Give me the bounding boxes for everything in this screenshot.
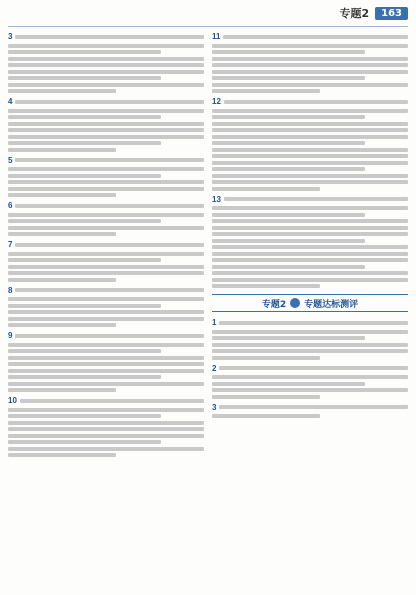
question-number: 5: [8, 155, 13, 165]
unreadable-text-line: [212, 187, 320, 191]
answer-item: [212, 318, 408, 360]
unreadable-text-line: [212, 83, 408, 87]
unreadable-text-line: [8, 453, 116, 457]
left-column: [8, 32, 204, 589]
unreadable-text-line: [8, 135, 204, 139]
banner-left-label: 专题2: [261, 299, 287, 310]
answer-item-head: [8, 396, 204, 405]
unreadable-text-line: [212, 50, 365, 54]
unreadable-text-line: [8, 174, 161, 178]
unreadable-text-line: [8, 362, 204, 366]
unreadable-text-line: [15, 100, 204, 104]
left-question-list: [8, 32, 204, 457]
unreadable-text-line: [212, 388, 408, 392]
unreadable-text-line: [212, 109, 408, 113]
unreadable-text-line: [8, 76, 161, 80]
unreadable-text-line: [223, 35, 408, 39]
section-banner: [212, 294, 408, 312]
unreadable-text-line: [212, 115, 365, 119]
unreadable-text-line: [8, 382, 204, 386]
unreadable-text-line: [212, 122, 408, 126]
unreadable-text-line: [212, 44, 408, 48]
unreadable-text-line: [8, 304, 161, 308]
unreadable-text-line: [8, 193, 116, 197]
unreadable-text-line: [212, 258, 408, 262]
unreadable-text-line: [212, 141, 365, 145]
answer-item: [212, 403, 408, 419]
unreadable-text-line: [212, 284, 320, 288]
answer-item-head: [212, 364, 408, 373]
question-number: 8: [8, 285, 13, 295]
unreadable-text-line: [8, 70, 204, 74]
unreadable-text-line: [212, 128, 408, 132]
question-number: 1: [212, 318, 217, 327]
unreadable-text-line: [8, 408, 204, 412]
unreadable-text-line: [8, 252, 204, 256]
answer-item-head: [8, 286, 204, 295]
unreadable-text-line: [8, 427, 204, 431]
unreadable-text-line: [212, 265, 365, 269]
answer-item-head: [8, 32, 204, 41]
unreadable-text-line: [212, 232, 408, 236]
unreadable-text-line: [212, 336, 365, 340]
page-header: [0, 0, 416, 26]
answer-item-head: [8, 331, 204, 340]
unreadable-text-line: [8, 148, 116, 152]
answer-item: [212, 364, 408, 399]
unreadable-text-line: [8, 63, 204, 67]
unreadable-text-line: [212, 395, 320, 399]
page-number: 163: [375, 7, 408, 20]
answer-item: [8, 97, 204, 152]
unreadable-text-line: [8, 83, 204, 87]
question-number: 6: [8, 201, 13, 210]
unreadable-text-line: [224, 197, 408, 201]
question-number: 9: [8, 331, 13, 340]
unreadable-text-line: [8, 187, 204, 191]
section-label: 专题2: [339, 7, 370, 20]
answer-item-head: [212, 403, 408, 412]
unreadable-text-line: [8, 258, 161, 262]
unreadable-text-line: [8, 226, 204, 230]
unreadable-text-line: [15, 204, 204, 208]
unreadable-text-line: [8, 343, 204, 347]
question-number: 7: [8, 240, 13, 249]
answer-item: [212, 97, 408, 191]
unreadable-text-line: [8, 219, 161, 223]
unreadable-text-line: [8, 265, 204, 269]
unreadable-text-line: [212, 219, 408, 223]
unreadable-text-line: [8, 317, 204, 321]
unreadable-text-line: [212, 154, 408, 158]
round-emblem-icon: [290, 298, 300, 308]
question-number: 12: [212, 97, 221, 106]
unreadable-text-line: [212, 63, 408, 67]
unreadable-text-line: [8, 180, 204, 184]
unreadable-text-line: [212, 382, 365, 386]
unreadable-text-line: [20, 399, 204, 403]
header-rule: [8, 26, 408, 27]
answer-item-head: [8, 156, 204, 165]
unreadable-text-line: [8, 271, 204, 275]
unreadable-text-line: [8, 89, 116, 93]
unreadable-text-line: [8, 278, 116, 282]
answer-item: [212, 32, 408, 93]
unreadable-text-line: [8, 44, 204, 48]
question-number: 13: [212, 194, 221, 204]
unreadable-text-line: [8, 375, 161, 379]
right-question-list: [212, 32, 408, 288]
unreadable-text-line: [8, 356, 204, 360]
unreadable-text-line: [219, 366, 408, 370]
unreadable-text-line: [212, 213, 365, 217]
unreadable-text-line: [8, 323, 116, 327]
unreadable-text-line: [212, 180, 408, 184]
unreadable-text-line: [8, 109, 204, 113]
answer-item-head: [212, 195, 408, 204]
unreadable-text-line: [8, 213, 204, 217]
unreadable-text-line: [8, 57, 204, 61]
unreadable-text-line: [212, 148, 408, 152]
unreadable-text-line: [15, 35, 204, 39]
unreadable-text-line: [8, 388, 116, 392]
unreadable-text-line: [8, 297, 204, 301]
answer-item: [8, 396, 204, 457]
unreadable-text-line: [212, 278, 408, 282]
unreadable-text-line: [212, 135, 408, 139]
unreadable-text-line: [212, 349, 408, 353]
unreadable-text-line: [212, 57, 408, 61]
unreadable-text-line: [212, 206, 408, 210]
unreadable-text-line: [8, 50, 161, 54]
unreadable-text-line: [212, 239, 365, 243]
answer-item: [8, 286, 204, 328]
unreadable-text-line: [212, 161, 408, 165]
unreadable-text-line: [8, 447, 204, 451]
unreadable-text-line: [219, 321, 408, 325]
unreadable-text-line: [212, 330, 408, 334]
unreadable-text-line: [15, 243, 204, 247]
unreadable-text-line: [212, 375, 408, 379]
answer-item-head: [8, 201, 204, 210]
unreadable-text-line: [8, 369, 204, 373]
answer-item-head: [212, 318, 408, 327]
answer-item-head: [8, 97, 204, 106]
answer-item-head: [212, 97, 408, 106]
unreadable-text-line: [212, 245, 408, 249]
answer-item: [8, 156, 204, 198]
unreadable-text-line: [8, 434, 204, 438]
unreadable-text-line: [212, 226, 408, 230]
unreadable-text-line: [219, 405, 408, 409]
question-number: 2: [212, 363, 217, 373]
unreadable-text-line: [8, 440, 161, 444]
question-number: 10: [8, 396, 17, 405]
unreadable-text-line: [212, 343, 408, 347]
unreadable-text-line: [8, 232, 116, 236]
answer-item: [212, 195, 408, 289]
unreadable-text-line: [212, 174, 408, 178]
post-banner-question-list: [212, 318, 408, 418]
unreadable-text-line: [224, 100, 408, 104]
unreadable-text-line: [8, 414, 161, 418]
unreadable-text-line: [8, 122, 204, 126]
unreadable-text-line: [212, 70, 408, 74]
question-number: 3: [8, 32, 13, 41]
answer-item: [8, 331, 204, 392]
unreadable-text-line: [212, 414, 320, 418]
unreadable-text-line: [8, 421, 204, 425]
answer-item-head: [212, 32, 408, 41]
unreadable-text-line: [212, 167, 365, 171]
answer-item: [8, 240, 204, 282]
question-number: 3: [212, 402, 217, 412]
unreadable-text-line: [15, 288, 204, 292]
unreadable-text-line: [8, 128, 204, 132]
unreadable-text-line: [212, 356, 320, 360]
question-number: 11: [212, 32, 221, 41]
unreadable-text-line: [212, 89, 320, 93]
answer-item-head: [8, 240, 204, 249]
unreadable-text-line: [8, 310, 204, 314]
unreadable-text-line: [8, 349, 161, 353]
unreadable-text-line: [15, 158, 204, 162]
unreadable-text-line: [212, 252, 408, 256]
unreadable-text-line: [15, 334, 204, 338]
unreadable-text-line: [8, 141, 161, 145]
banner-right-label: 专题达标测评: [304, 299, 359, 310]
answer-item: [8, 32, 204, 93]
answer-item: [8, 201, 204, 236]
question-number: 4: [8, 97, 13, 106]
unreadable-text-line: [212, 76, 365, 80]
unreadable-text-line: [212, 271, 408, 275]
unreadable-text-line: [8, 167, 204, 171]
right-column: [212, 32, 408, 589]
unreadable-text-line: [8, 115, 161, 119]
